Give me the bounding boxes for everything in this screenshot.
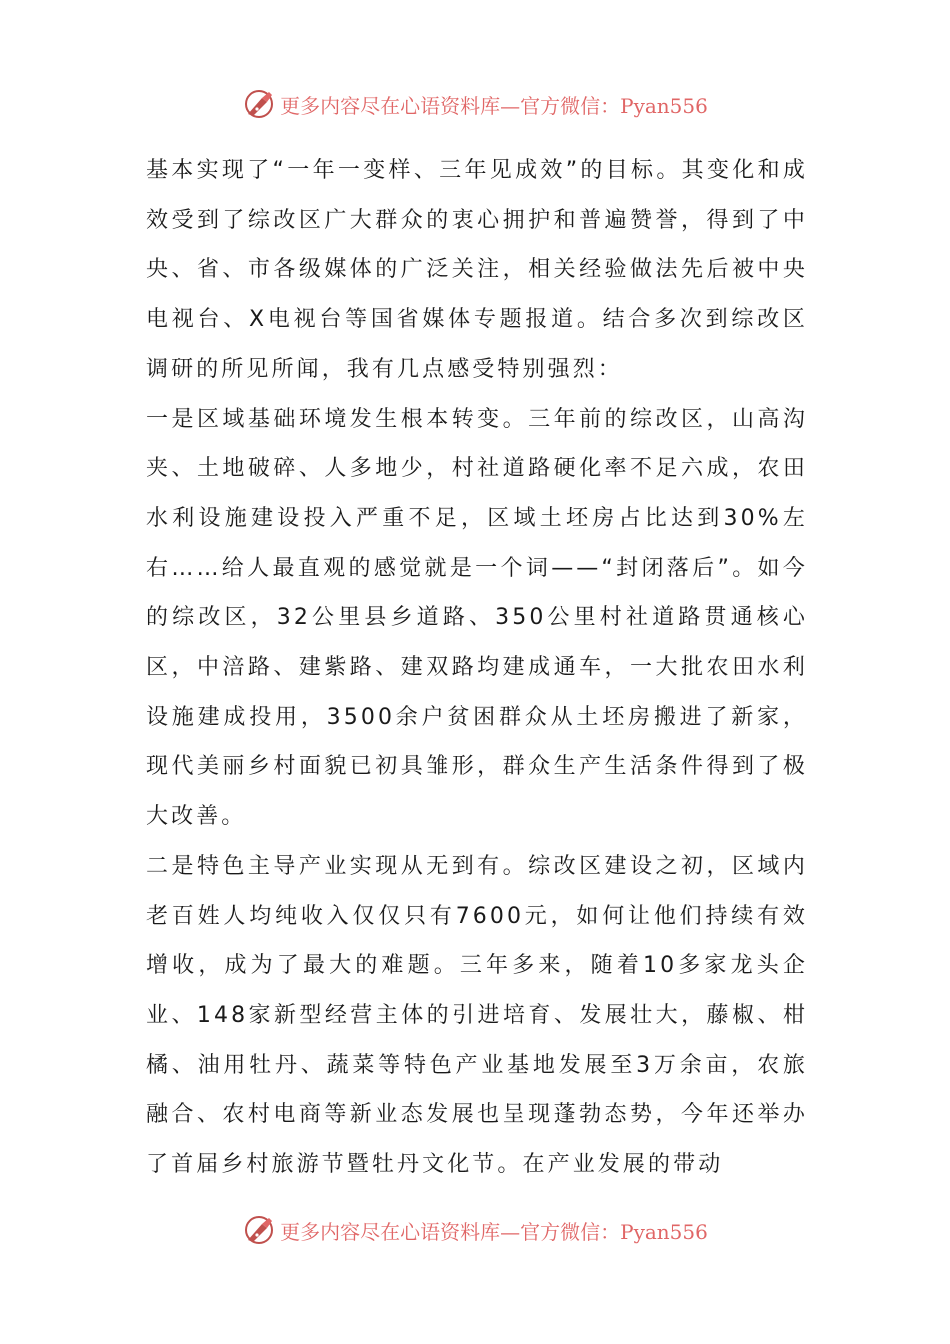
pen-nib-logo-icon — [242, 87, 276, 121]
paragraph-intro: 基本实现了“一年一变样、三年见成效”的目标。其变化和成效受到了综改区广大群众的衷心拥护和普遍赞誉，得到了中央、省、市各级媒体的广泛关注，相关经验做法先后被中央电视台、X电视台等国省媒体专题报道。结合多次到综改区调研的所见所闻，我有几点感受特别强烈： — [146, 158, 808, 382]
paragraph-point-two: 二是特色主导产业实现从无到有。综改区建设之初，区域内老百姓人均纯收入仅仅只有7600元，如何让他们持续有效增收，成为了最大的难题。三年多来，随着10多家龙头企业、148家新型经营主体的引进培育、发展壮大，藤椒、柑橘、油用牡丹、蔬菜等特色产业基地发展至3万余亩，农旅融合、农村电商等新业态发展也呈现蓬勃态势，今年还举办了首届乡村旅游节暨牡丹文化节。在产业发展的带动 — [146, 853, 808, 1178]
document-body — [146, 146, 808, 1190]
footer-watermark — [0, 1210, 950, 1250]
footer-text: 更多内容尽在心语资料库—官方微信：Pyan556 — [280, 1219, 708, 1244]
header-text: 更多内容尽在心语资料库—官方微信：Pyan556 — [280, 93, 708, 118]
paragraph-point-one: 一是区域基础环境发生根本转变。三年前的综改区，山高沟夹、土地破碎、人多地少，村社道路硬化率不足六成，农田水利设施建设投入严重不足，区域土坯房占比达到30%左右……给人最直观的感觉就是一个词——“封闭落后”。如今的综改区，32公里县乡道路、350公里村社道路贯通核心区，中涪路、建紫路、建双路均建成通车，一大批农田水利设施建成投用，3500余户贫困群众从土坯房搬进了新家，现代美丽乡村面貌已初具雏形，群众生产生活条件得到了极大改善。 — [146, 406, 808, 830]
pen-nib-logo-icon — [242, 1213, 276, 1247]
header-watermark — [0, 84, 950, 124]
